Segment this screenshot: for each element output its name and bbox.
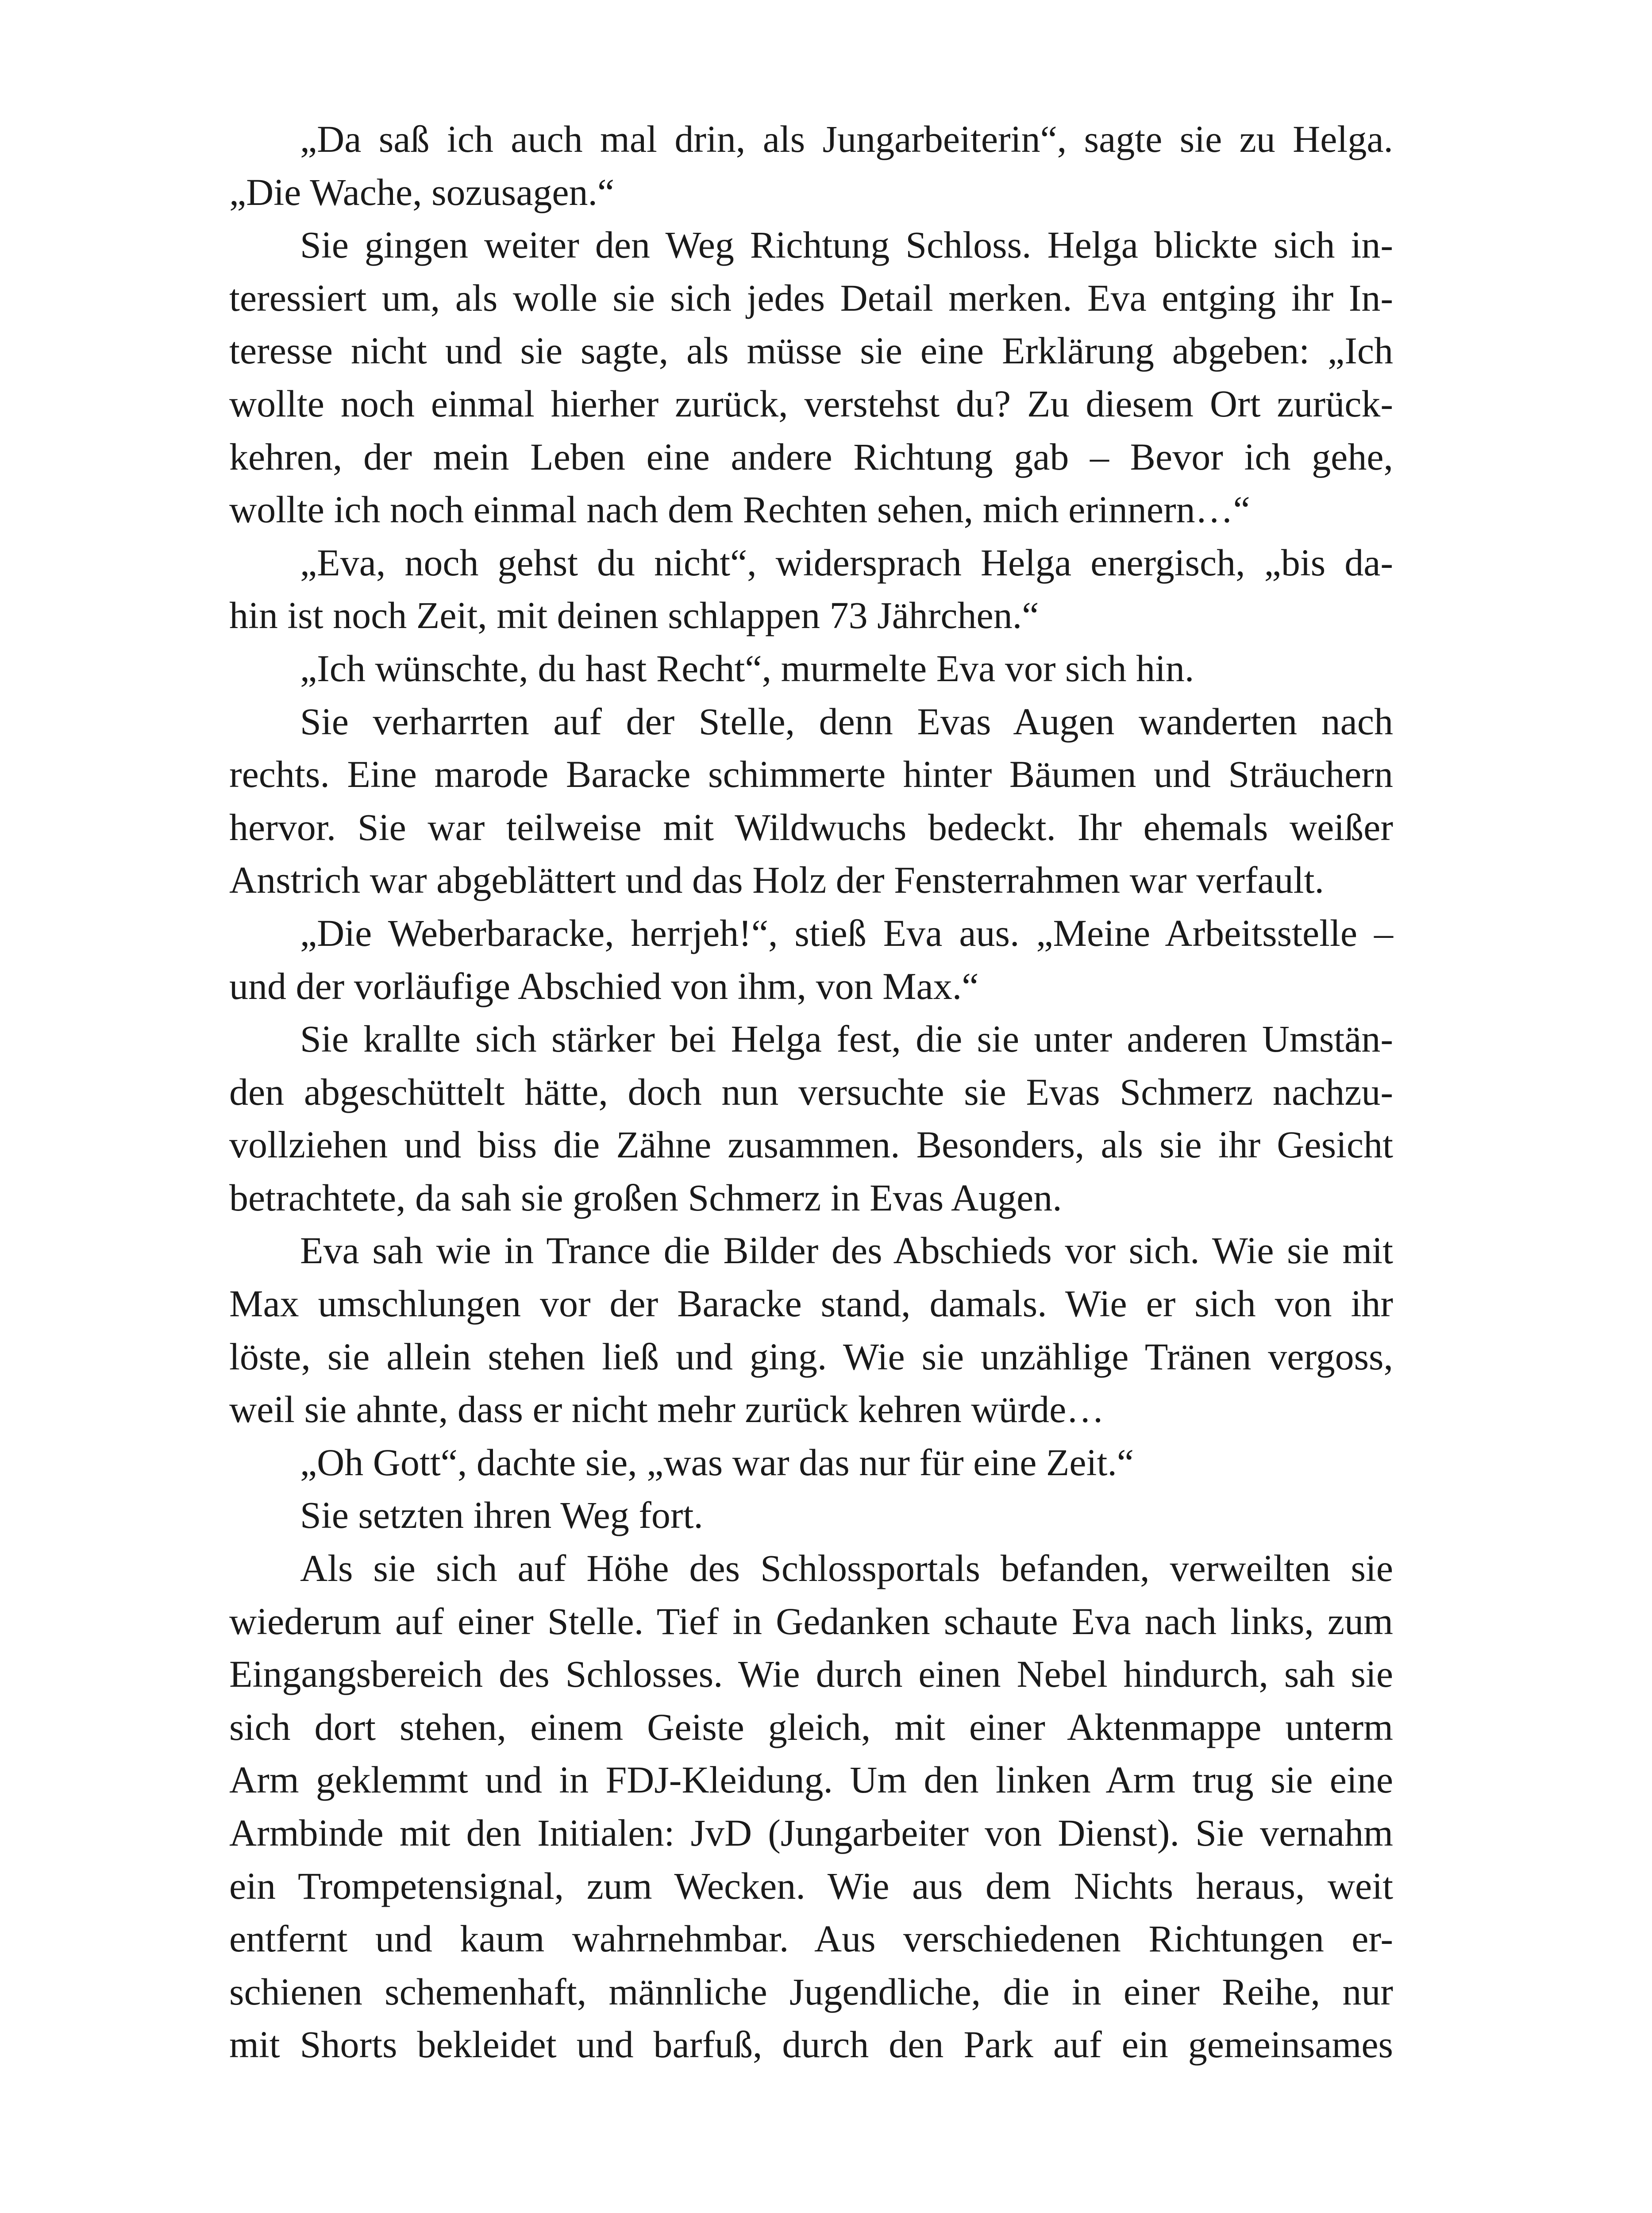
text-line: wollte ich noch einmal nach dem Rechten sehen, mich erinnern…“	[229, 488, 1250, 531]
text-line: hin ist noch Zeit, mit deinen schlappen 73 Jährchen.“	[229, 594, 1039, 637]
text-line: Sie setzten ihren Weg fort.	[300, 1494, 703, 1537]
text-line: Sie gingen weiter den Weg Richtung Schloss. Helga blickte sich in-	[300, 224, 1393, 266]
text-line: hervor. Sie war teilweise mit Wildwuchs bedeckt. Ihr ehemals weißer	[229, 806, 1393, 848]
text-line: löste, sie allein stehen ließ und ging. Wie sie unzählige Tränen vergoss,	[229, 1335, 1393, 1378]
text-line: mit Shorts bekleidet und barfuß, durch den Park auf ein gemeinsames	[229, 2023, 1393, 2066]
text-line: „Die Wache, sozusagen.“	[229, 170, 615, 213]
text-line: Anstrich war abgeblättert und das Holz der Fensterrahmen war verfault.	[229, 859, 1324, 902]
text-line: „Da saß ich auch mal drin, als Jungarbeiterin“, sagte sie zu Helga.	[300, 118, 1393, 160]
text-line: und der vorläufige Abschied von ihm, von Max.“	[229, 964, 979, 1007]
text-line: weil sie ahnte, dass er nicht mehr zurück kehren würde…	[229, 1388, 1105, 1431]
text-line: den abgeschüttelt hätte, doch nun versuchte sie Evas Schmerz nachzu-	[229, 1070, 1393, 1113]
text-line: wiederum auf einer Stelle. Tief in Gedanken schaute Eva nach links, zum	[229, 1600, 1393, 1642]
text-line: Arm geklemmt und in FDJ-Kleidung. Um den linken Arm trug sie eine	[229, 1758, 1393, 1801]
text-line: Als sie sich auf Höhe des Schlossportals befanden, verweilten sie	[300, 1547, 1393, 1590]
body-text	[229, 113, 1393, 2071]
text-line: Armbinde mit den Initialen: JvD (Jungarbeiter von Dienst). Sie vernahm	[229, 1812, 1393, 1854]
text-line: „Die Weberbaracke, herrjeh!“, stieß Eva aus. „Meine Arbeitsstelle –	[300, 911, 1393, 954]
text-line: rechts. Eine marode Baracke schimmerte hinter Bäumen und Sträuchern	[229, 753, 1393, 796]
text-line: Eva sah wie in Trance die Bilder des Abschieds vor sich. Wie sie mit	[300, 1229, 1393, 1272]
text-line: Eingangsbereich des Schlosses. Wie durch einen Nebel hindurch, sah sie	[229, 1653, 1393, 1696]
text-line: kehren, der mein Leben eine andere Richtung gab – Bevor ich gehe,	[229, 435, 1393, 478]
text-line: „Eva, noch gehst du nicht“, widersprach Helga energisch, „bis da-	[300, 541, 1393, 584]
text-line: „Ich wünschte, du hast Recht“, murmelte Eva vor sich hin.	[300, 647, 1194, 690]
text-line: Sie krallte sich stärker bei Helga fest, die sie unter anderen Umstän-	[300, 1018, 1393, 1060]
text-line: wollte noch einmal hierher zurück, verstehst du? Zu diesem Ort zurück-	[229, 382, 1393, 425]
text-line: Sie verharrten auf der Stelle, denn Evas Augen wanderten nach	[300, 700, 1393, 743]
text-line: vollziehen und biss die Zähne zusammen. Besonders, als sie ihr Gesicht	[229, 1123, 1393, 1166]
text-line: Max umschlungen vor der Baracke stand, damals. Wie er sich von ihr	[229, 1282, 1393, 1325]
text-line: sich dort stehen, einem Geiste gleich, mit einer Aktenmappe unterm	[229, 1705, 1393, 1748]
text-line: teressiert um, als wolle sie sich jedes Detail merken. Eva entging ihr In-	[229, 276, 1393, 319]
text-line: teresse nicht und sie sagte, als müsse sie eine Erklärung abgeben: „Ich	[229, 329, 1393, 372]
text-line: betrachtete, da sah sie großen Schmerz in Evas Augen.	[229, 1176, 1062, 1219]
text-line: schienen schemenhaft, männliche Jugendliche, die in einer Reihe, nur	[229, 1970, 1393, 2013]
text-line: entfernt und kaum wahrnehmbar. Aus verschiedenen Richtungen er-	[229, 1917, 1393, 1960]
text-line: „Oh Gott“, dachte sie, „was war das nur für eine Zeit.“	[300, 1441, 1134, 1484]
text-line: ein Trompetensignal, zum Wecken. Wie aus dem Nichts heraus, weit	[229, 1864, 1393, 1907]
